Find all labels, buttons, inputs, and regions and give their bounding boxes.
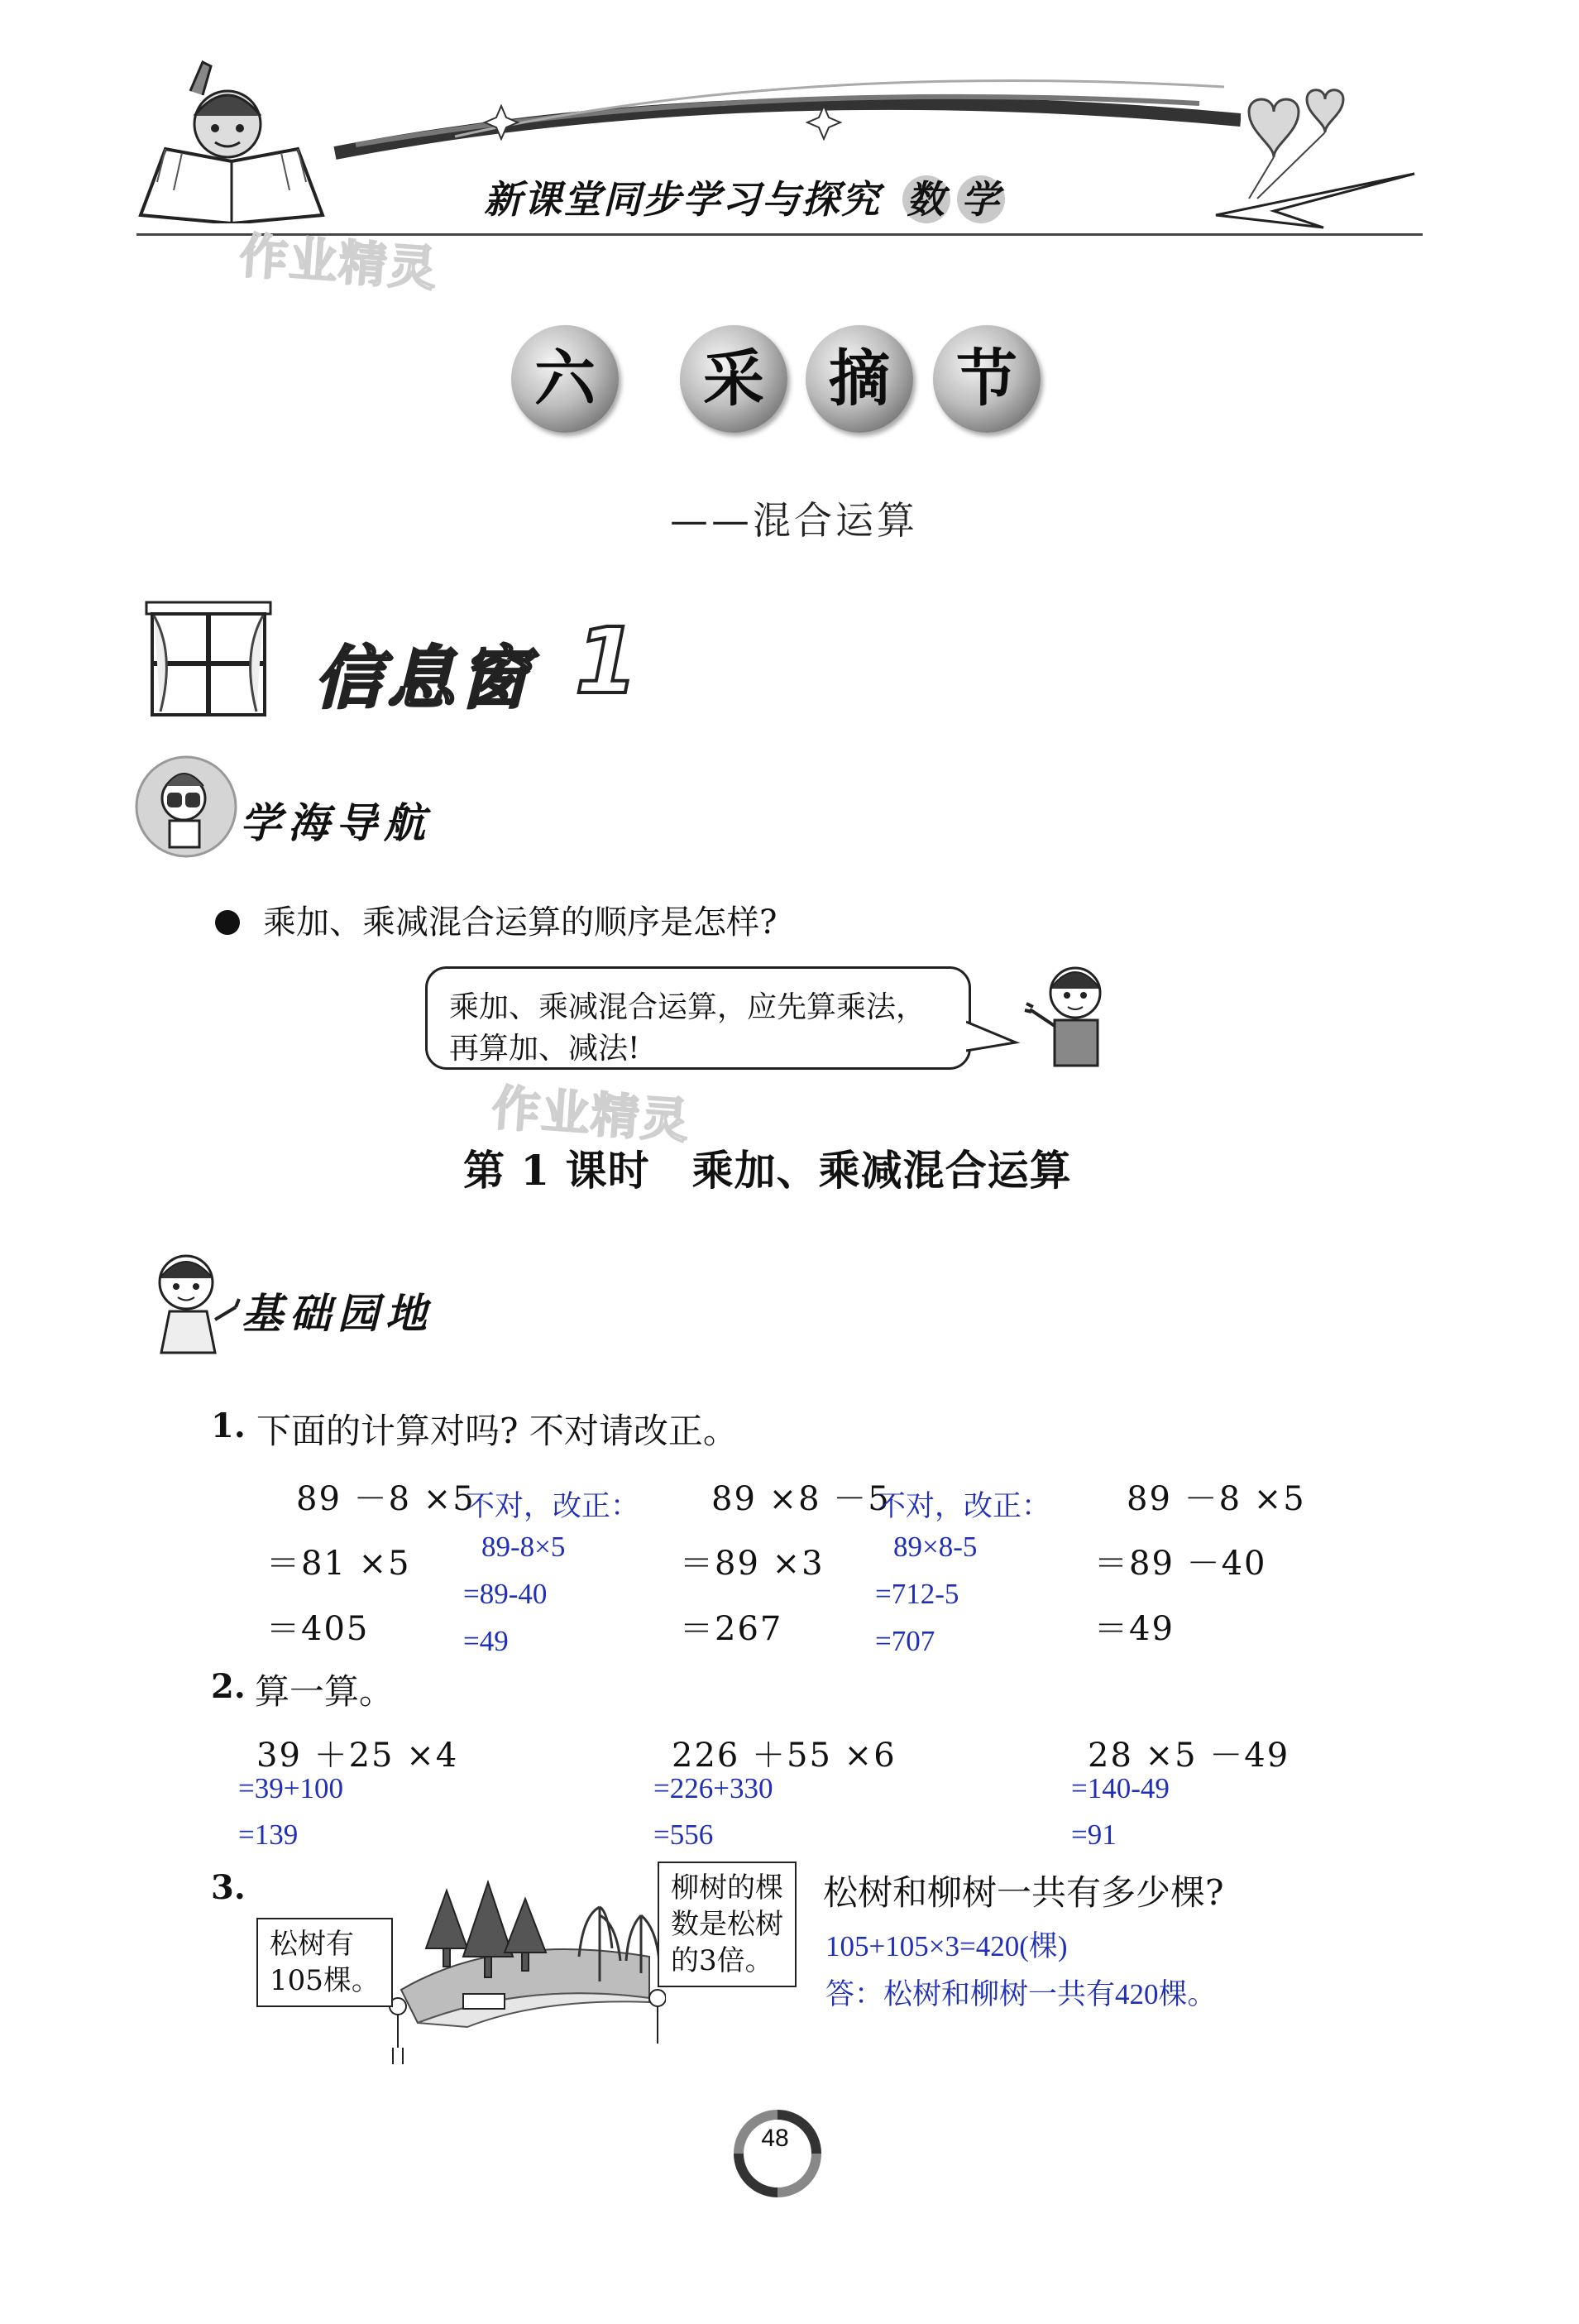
lesson-title: 第 1 课时 乘加、乘减混合运算 [463, 1146, 1072, 1195]
boy-waving-illustration [1022, 956, 1121, 1083]
expression: 89 －8 ×5 [296, 1480, 476, 1518]
answer-step: =39+100 [238, 1772, 343, 1804]
expression: 226 ＋55 ×6 [672, 1737, 897, 1775]
wrong-step: ＝405 [266, 1610, 370, 1648]
bubble-line: 乘加、乘减混合运算，应先算乘法， [449, 990, 926, 1024]
series-title [484, 170, 1005, 224]
tag-line: 柳树的棵 [671, 1871, 783, 1905]
subject-char: 学 [957, 175, 1005, 223]
watermark: 作业精灵 [237, 227, 440, 298]
wrong-step: ＝81 ×5 [266, 1545, 411, 1583]
unit-title-char: 节 [933, 325, 1041, 433]
unit-title-char: 摘 [806, 325, 913, 433]
guide-question: 乘加、乘减混合运算的顺序是怎样? [263, 903, 778, 942]
binoculars-kid-icon [132, 753, 240, 864]
correction-step: 89×8-5 [893, 1531, 978, 1563]
page-number-badge [728, 2108, 827, 2202]
basics-heading: 基础园地 [242, 1290, 433, 1338]
expression: 89 ×8 －5 [711, 1480, 891, 1518]
info-window-label [314, 625, 533, 721]
info-window-label-text: 信息窗 [314, 640, 533, 718]
unit-title-char: 采 [680, 325, 787, 433]
answer-step: =556 [653, 1818, 714, 1851]
info-window-number: 1 [575, 608, 639, 714]
correction-label: 不对，改正： [466, 1490, 640, 1522]
problem-number: 3. [211, 1868, 246, 1907]
speech-bubble [425, 966, 971, 1070]
answer-sentence: 答：松树和柳树一共有420棵。 [825, 1978, 1217, 2010]
answer-step: =226+330 [653, 1772, 773, 1804]
paper-plane-hearts-illustration [1199, 66, 1431, 235]
answer-step: =140-49 [1071, 1772, 1170, 1804]
expression: 89 －8 ×5 [1127, 1480, 1306, 1518]
window-icon [142, 596, 275, 723]
tag-line: 105棵。 [270, 1964, 380, 1997]
series-title-text: 新课堂同步学习与探究 [484, 177, 881, 222]
guide-heading: 学海导航 [240, 799, 432, 847]
correction-step: =707 [875, 1625, 935, 1657]
subject-char: 数 [902, 175, 950, 223]
tag-line: 松树有 [270, 1928, 354, 1961]
correction-step: =89-40 [463, 1578, 548, 1610]
willow-tree-tag [658, 1862, 797, 1987]
expression: 39 ＋25 ×4 [256, 1737, 459, 1775]
problem-question: 松树和柳树一共有多少棵? [823, 1872, 1224, 1913]
tag-line: 数是松树 [671, 1908, 783, 1941]
watermark: 作业精灵 [490, 1079, 692, 1150]
bullet-dot [215, 910, 240, 935]
correct-step: ＝49 [1094, 1610, 1175, 1648]
unit-title-char: 六 [511, 325, 619, 433]
expression: 28 ×5 －49 [1088, 1737, 1290, 1775]
unit-subtitle: ——混合运算 [670, 498, 918, 543]
wrong-step: ＝89 ×3 [680, 1545, 825, 1583]
bubble-line: 再算加、减法! [449, 1032, 640, 1066]
header-swoosh-decoration [331, 58, 1241, 169]
correction-step: =712-5 [875, 1578, 959, 1610]
tag-line: 的3倍。 [671, 1944, 773, 1977]
problem-number: 1. [211, 1406, 246, 1445]
girl-pointing-icon [136, 1241, 244, 1360]
answer-step: =139 [238, 1818, 299, 1851]
problem-number: 2. [211, 1667, 246, 1706]
problem-question: 算一算。 [255, 1671, 395, 1712]
girl-reading-illustration [132, 58, 331, 227]
correction-step: =49 [463, 1625, 509, 1657]
speech-bubble-tail [966, 1018, 1024, 1062]
page-number: 48 [761, 2125, 789, 2152]
correction-step: 89-8×5 [481, 1531, 566, 1563]
pine-tree-tag [256, 1918, 393, 2007]
wrong-step: ＝267 [680, 1610, 783, 1648]
problem-question: 下面的计算对吗? 不对请改正。 [256, 1411, 738, 1451]
answer-equation: 105+105×3=420(棵) [825, 1930, 1068, 1962]
answer-step: =91 [1071, 1818, 1117, 1851]
correction-label: 不对，改正： [877, 1490, 1051, 1522]
correct-step: ＝89 －40 [1094, 1545, 1267, 1583]
